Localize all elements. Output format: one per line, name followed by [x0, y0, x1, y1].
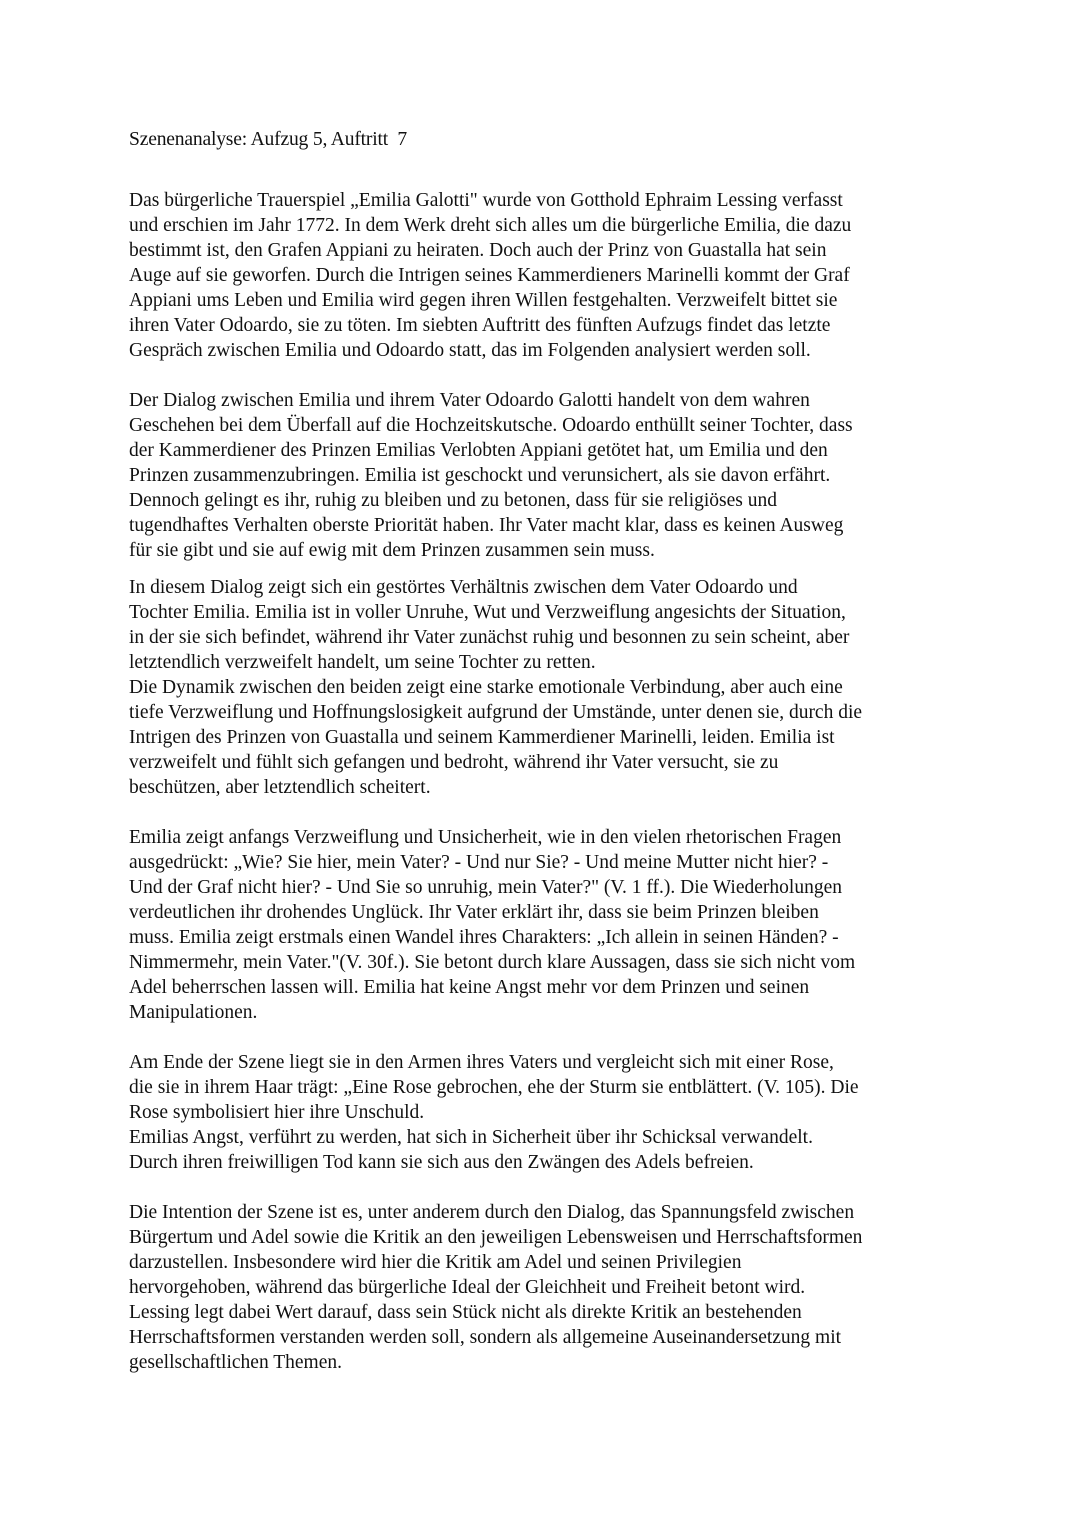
- text-line: Bürgertum und Adel sowie die Kritik an den jeweiligen Lebensweisen und Herrschaftsformen: [129, 1227, 863, 1248]
- text-line: Tochter Emilia. Emilia ist in voller Unruhe, Wut und Verzweiflung angesichts der Situation,: [129, 602, 846, 623]
- text-line: Auge auf sie geworfen. Durch die Intrigen seines Kammerdieners Marinelli kommt der Graf: [129, 265, 850, 286]
- text-line: Emilias Angst, verführt zu werden, hat sich in Sicherheit über ihr Schicksal verwandelt.: [129, 1127, 813, 1148]
- text-line: Prinzen zusammenzubringen. Emilia ist geschockt und verunsichert, als sie davon erfährt.: [129, 465, 831, 486]
- text-line: für sie gibt und sie auf ewig mit dem Prinzen zusammen sein muss.: [129, 540, 655, 561]
- text-line: der Kammerdiener des Prinzen Emilias Verlobten Appiani getötet hat, um Emilia und den: [129, 440, 828, 461]
- text-line: verzweifelt und fühlt sich gefangen und bedroht, während ihr Vater versucht, sie zu: [129, 752, 779, 773]
- text-line: Die Dynamik zwischen den beiden zeigt eine starke emotionale Verbindung, aber auch eine: [129, 677, 843, 698]
- paragraph-dialog-summary: [129, 388, 959, 563]
- text-line: Geschehen bei dem Überfall auf die Hochzeitskutsche. Odoardo enthüllt seiner Tochter, dass: [129, 415, 853, 436]
- text-line: Der Dialog zwischen Emilia und ihrem Vater Odoardo Galotti handelt von dem wahren: [129, 390, 810, 411]
- document-body: [129, 188, 959, 1375]
- paragraph-transformation: [129, 1125, 959, 1175]
- text-line: Nimmermehr, mein Vater."(V. 30f.). Sie betont durch klare Aussagen, dass sie sich nicht vom: [129, 952, 856, 973]
- text-line: tugendhaftes Verhalten oberste Priorität haben. Ihr Vater macht klar, dass es keinen Ausweg: [129, 515, 844, 536]
- text-line: und erschien im Jahr 1772. In dem Werk dreht sich alles um die bürgerliche Emilia, die dazu: [129, 215, 852, 236]
- text-line: Gespräch zwischen Emilia und Odoardo statt, das im Folgenden analysiert werden soll.: [129, 340, 811, 361]
- text-line: Manipulationen.: [129, 1002, 258, 1023]
- text-line: bestimmt ist, den Grafen Appiani zu heiraten. Doch auch der Prinz von Guastalla hat sein: [129, 240, 827, 261]
- text-line: ausgedrückt: „Wie? Sie hier, mein Vater? - Und nur Sie? - Und meine Mutter nicht hier? -: [129, 852, 829, 873]
- paragraph-intention: [129, 1200, 959, 1375]
- text-line: verdeutlichen ihr drohendes Unglück. Ihr Vater erklärt ihr, dass sie beim Prinzen bleiben: [129, 902, 819, 923]
- text-line: Intrigen des Prinzen von Guastalla und seinem Kammerdiener Marinelli, leiden. Emilia ist: [129, 727, 835, 748]
- paragraph-rhetorical-questions: [129, 825, 959, 1025]
- paragraph-dynamics: [129, 675, 959, 800]
- text-line: darzustellen. Insbesondere wird hier die Kritik am Adel und seinen Privilegien: [129, 1252, 742, 1273]
- paragraph-relationship: [129, 575, 959, 675]
- text-line: In diesem Dialog zeigt sich ein gestörtes Verhältnis zwischen dem Vater Odoardo und: [129, 577, 798, 598]
- text-line: gesellschaftlichen Themen.: [129, 1352, 342, 1373]
- text-line: in der sie sich befindet, während ihr Vater zunächst ruhig und besonnen zu sein scheint, aber: [129, 627, 850, 648]
- text-line: hervorgehoben, während das bürgerliche Ideal der Gleichheit und Freiheit betont wird.: [129, 1277, 806, 1298]
- text-line: Das bürgerliche Trauerspiel „Emilia Galotti" wurde von Gotthold Ephraim Lessing verfasst: [129, 190, 843, 211]
- text-line: letztendlich verzweifelt handelt, um seine Tochter zu retten.: [129, 652, 596, 673]
- page-title: Szenenanalyse: Aufzug 5, Auftritt 7: [129, 129, 407, 150]
- text-line: tiefe Verzweiflung und Hoffnungslosigkeit aufgrund der Umstände, unter denen sie, durch die: [129, 702, 863, 723]
- text-line: Und der Graf nicht hier? - Und Sie so unruhig, mein Vater?" (V. 1 ff.). Die Wiederholungen: [129, 877, 842, 898]
- text-line: Rose symbolisiert hier ihre Unschuld.: [129, 1102, 425, 1123]
- text-line: Appiani ums Leben und Emilia wird gegen ihren Willen festgehalten. Verzweifelt bittet sie: [129, 290, 838, 311]
- text-line: ihren Vater Odoardo, sie zu töten. Im siebten Auftritt des fünften Aufzugs findet das letzte: [129, 315, 831, 336]
- text-line: Am Ende der Szene liegt sie in den Armen ihres Vaters und vergleicht sich mit einer Rose,: [129, 1052, 834, 1073]
- text-line: beschützen, aber letztendlich scheitert.: [129, 777, 431, 798]
- text-line: Durch ihren freiwilligen Tod kann sie sich aus den Zwängen des Adels befreien.: [129, 1152, 754, 1173]
- text-line: die sie in ihrem Haar trägt: „Eine Rose gebrochen, ehe der Sturm sie entblättert. (V. 105). Die: [129, 1077, 859, 1098]
- text-line: Dennoch gelingt es ihr, ruhig zu bleiben und zu betonen, dass für sie religiöses und: [129, 490, 777, 511]
- text-line: Herrschaftsformen verstanden werden soll, sondern als allgemeine Auseinandersetzung mit: [129, 1327, 842, 1348]
- text-line: Die Intention der Szene ist es, unter anderem durch den Dialog, das Spannungsfeld zwischen: [129, 1202, 855, 1223]
- text-line: Emilia zeigt anfangs Verzweiflung und Unsicherheit, wie in den vielen rhetorischen Fragen: [129, 827, 842, 848]
- text-line: Lessing legt dabei Wert darauf, dass sein Stück nicht als direkte Kritik an bestehenden: [129, 1302, 802, 1323]
- text-line: Adel beherrschen lassen will. Emilia hat keine Angst mehr vor dem Prinzen und seinen: [129, 977, 810, 998]
- paragraph-introduction: [129, 188, 959, 363]
- paragraph-rose-symbol: [129, 1050, 959, 1125]
- text-line: muss. Emilia zeigt erstmals einen Wandel ihres Charakters: „Ich allein in seinen Händen? -: [129, 927, 839, 948]
